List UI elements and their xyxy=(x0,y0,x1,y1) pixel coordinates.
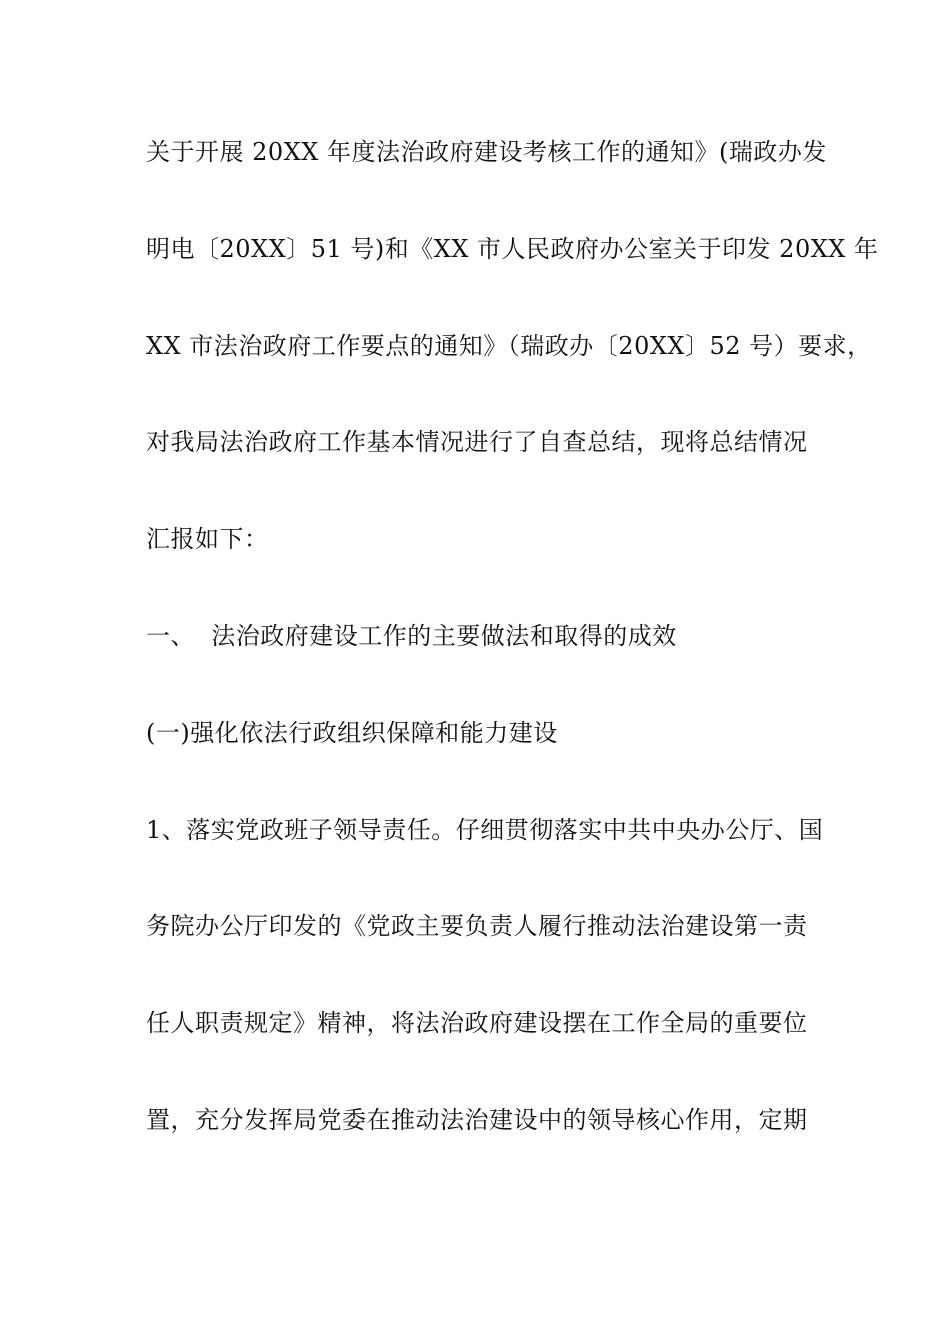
body-line: 对我局法治政府工作基本情况进行了自查总结，现将总结情况 xyxy=(146,428,808,457)
body-line: XX 市法治政府工作要点的通知》（瑞政办〔20XX〕52 号）要求， xyxy=(146,331,872,360)
section-heading: 一、 法治政府建设工作的主要做法和取得的成效 xyxy=(146,621,677,650)
body-line: 任人职责规定》精神，将法治政府建设摆在工作全局的重要位 xyxy=(146,1009,808,1038)
body-line: 务院办公厅印发的《党政主要负责人履行推动法治建设第一责 xyxy=(146,912,808,941)
document-body xyxy=(146,132,879,1197)
body-line: 汇报如下： xyxy=(146,525,269,554)
body-line: 明电〔20XX〕51 号)和《XX 市人民政府办公室关于印发 20XX 年 xyxy=(146,234,879,263)
body-line: 置，充分发挥局党委在推动法治建设中的领导核心作用，定期 xyxy=(146,1105,808,1134)
body-line: 关于开展 20XX 年度法治政府建设考核工作的通知》(瑞政办发 xyxy=(146,138,827,166)
subsection-heading: (一)强化依法行政组织保障和能力建设 xyxy=(146,718,558,747)
body-line: 1、落实党政班子领导责任。仔细贯彻落实中共中央办公厅、国 xyxy=(146,815,824,844)
